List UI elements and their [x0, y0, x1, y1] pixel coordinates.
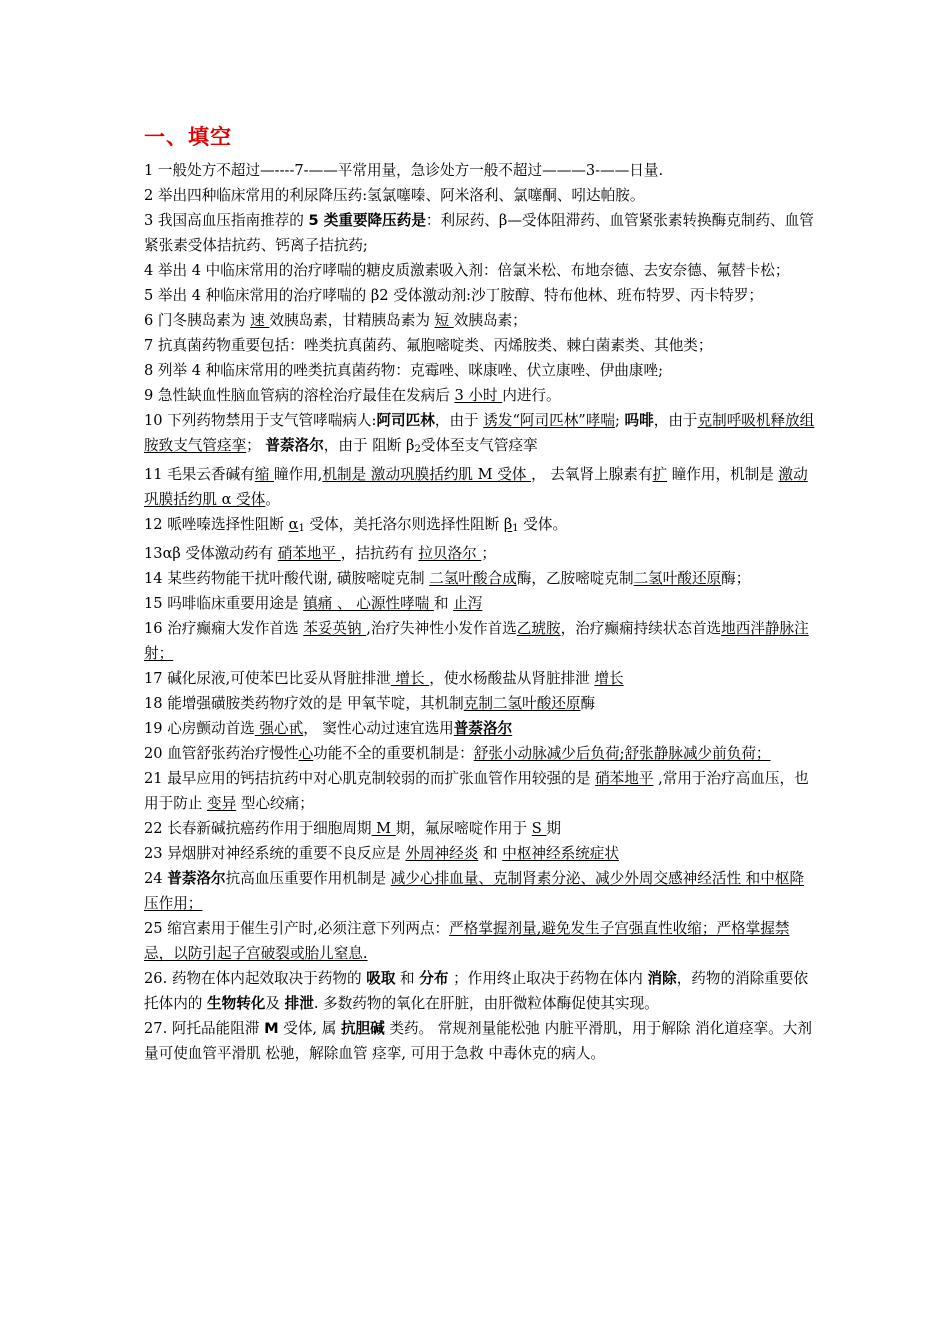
question-text: 期: [546, 820, 561, 837]
question-text: 期，氟尿嘧啶作用于: [395, 820, 532, 837]
question-item: [144, 666, 816, 691]
question-text: ；作用终止取决于药物在体内: [448, 970, 648, 987]
question-item: [144, 258, 816, 283]
question-text: 12 哌唑嗪选择性阻断: [144, 516, 289, 533]
bold-term: 生物转化: [207, 995, 266, 1012]
question-text: 及: [265, 995, 285, 1012]
question-item: [144, 691, 816, 716]
answer-underlined: 缩: [254, 466, 275, 483]
question-item: [144, 591, 816, 616]
question-text: ;: [614, 412, 625, 429]
answer-underlined: 短: [434, 312, 454, 329]
question-item: [144, 766, 816, 816]
question-text: ；: [481, 545, 496, 562]
answer-underlined: 激动巩膜括约肌 α 受体: [144, 466, 808, 508]
question-text: 4 举出 4 中临床常用的治疗哮喘的糖皮质激素吸入剂：倍氯米松、布地奈德、去安奈德、氟替卡松；: [144, 262, 790, 279]
answer-underlined: 增长: [594, 670, 624, 687]
question-text: 和: [433, 595, 454, 612]
answer-underlined: 强心甙: [254, 720, 304, 737]
question-text: 1 一般处方不超过—----7-——平常用量，急诊处方一般不超过———3-——日量.: [144, 162, 664, 179]
question-text: 19 心房颤动首选: [144, 720, 255, 737]
question-item: [144, 816, 816, 841]
question-item: [144, 158, 816, 183]
bold-term: 吗啡: [624, 412, 654, 429]
question-item: [144, 462, 816, 512]
answer-underlined: 拉贝洛尔: [418, 545, 482, 562]
question-text: 5 举出 4 种临床常用的治疗哮喘的 β2 受体激动剂:沙丁胺醇、特布他林、班布特罗、丙卡特罗；: [144, 287, 763, 304]
answer-bold-underlined: 普萘洛尔: [453, 720, 513, 737]
question-text: 抗高血压重要作用机制是: [225, 870, 391, 887]
answer-underlined: 二氢叶酸合成: [429, 570, 517, 587]
bold-term: 消除: [647, 970, 677, 987]
question-text: 14 某些药物能干扰叶酸代谢, 磺胺嘧啶克制: [144, 570, 430, 587]
question-text: 16 治疗癫痫大发作首选: [144, 620, 304, 637]
answer-underlined: 增长: [390, 670, 430, 687]
question-text: . 多数药物的氧化在肝脏，由肝微粒体酶促使其实现。: [313, 995, 659, 1012]
question-item: [144, 741, 816, 766]
question-list: [144, 158, 816, 1066]
question-text: ；: [246, 437, 266, 454]
answer-underlined: 外周神经炎: [405, 845, 479, 862]
question-text: ，由于 阻断 β: [323, 437, 415, 454]
bold-term: M: [264, 1020, 279, 1037]
question-item: [144, 283, 816, 308]
question-item: [144, 841, 816, 866]
question-text: ， 去氧肾上腺素有: [531, 466, 653, 483]
bold-term: 5 类重要降压药是: [308, 212, 426, 229]
answer-underlined: 镇痛 、 心源性哮喘: [303, 595, 434, 612]
bold-term: 阿司匹林: [376, 412, 435, 429]
answer-underlined: 地西泮静脉注射；: [144, 620, 809, 662]
question-text: ，由于: [653, 412, 698, 429]
question-text: 22 长春新碱抗癌药作用于细胞周期: [144, 820, 372, 837]
question-text: ，拮抗药有: [340, 545, 419, 562]
answer-underlined: S: [531, 820, 547, 837]
bold-term: 普萘洛尔: [167, 870, 226, 887]
question-item: [144, 1016, 816, 1066]
question-text: 23 异烟肼对神经系统的重要不良反应是: [144, 845, 406, 862]
answer-underlined: β: [503, 516, 513, 533]
subscript: 1: [298, 523, 305, 534]
answer-underlined: 诱发“阿司匹林”哮喘: [483, 412, 615, 429]
answer-underlined: 中枢神经系统症状: [502, 845, 619, 862]
question-item: [144, 541, 816, 566]
question-item: [144, 566, 816, 591]
answer-underlined: 克制二氢叶酸还原: [463, 695, 581, 712]
question-text: ，使水杨酸盐从肾脏排泄: [429, 670, 595, 687]
bold-term: 吸取: [366, 970, 396, 987]
question-text: 7 抗真菌药物重要包括：唑类抗真菌药、氟胞嘧啶类、丙烯胺类、棘白菌素类、其他类；: [144, 337, 713, 354]
question-text: 功能不全的重要机制是：: [313, 745, 474, 762]
answer-underlined: 3 小时: [454, 387, 503, 404]
answer-underlined: 硝苯地平: [595, 770, 654, 787]
question-item: [144, 208, 816, 258]
question-item: [144, 716, 816, 741]
question-text: 效胰岛素；: [453, 312, 527, 329]
question-item: [144, 866, 816, 916]
question-text: ：利尿药、β—受体阻滞药、血管紧张素转换酶克制药、血管紧张素受体拮抗药、钙离子拮抗药;: [144, 212, 814, 254]
question-text: 17 碱化尿液,可使苯巴比妥从肾脏排泄: [144, 670, 391, 687]
answer-underlined: 舒张小动脉减少后负荷;舒张静脉减少前负荷；: [473, 745, 771, 762]
question-text: 受体，美托洛尔则选择性阻断: [304, 516, 504, 533]
question-item: [144, 358, 816, 383]
question-text: 类药。 常规剂量能松弛 内脏平滑肌，用于解除 消化道痉挛。大剂量可使血管平滑肌 松驰，解除血管 痉挛, 可用于急救 中毒休克的病人。: [144, 1020, 812, 1062]
question-text: 效胰岛素，甘精胰岛素为: [269, 312, 435, 329]
answer-underlined: 变异: [207, 795, 237, 812]
document-page: [144, 122, 816, 1066]
question-text: 2 举出四种临床常用的利尿降压药:氢氯噻嗪、阿米洛利、氯噻酮、吲达帕胺。: [144, 187, 645, 204]
question-text: 酶: [580, 695, 596, 712]
answer-underlined: 乙琥胺: [516, 620, 561, 637]
question-item: [144, 916, 816, 966]
answer-underlined: 心: [298, 745, 314, 762]
question-item: [144, 383, 816, 408]
question-item: [144, 966, 816, 1016]
bold-term: 普萘洛尔: [265, 437, 324, 454]
question-text: 酶；: [721, 570, 751, 587]
question-text: 瞳作用，机制是: [667, 466, 779, 483]
question-item: [144, 616, 816, 666]
question-text: 和: [478, 845, 503, 862]
bold-term: 抗胆碱: [340, 1020, 385, 1037]
answer-underlined: 克制呼吸机释放组胺致支气管痉挛: [144, 412, 815, 454]
question-text: 27. 阿托品能阻滞: [144, 1020, 265, 1037]
question-text: ，由于: [434, 412, 484, 429]
question-text: 10 下列药物禁用于支气管哮喘病人:: [144, 412, 377, 429]
question-text: 型心绞痛；: [236, 795, 314, 812]
question-text: 18 能增强磺胺类药物疗效的是 甲氧苄啶，其机制: [144, 695, 464, 712]
question-text: 。: [265, 491, 280, 508]
answer-underlined: M: [371, 820, 396, 837]
question-item: [144, 183, 816, 208]
question-item: [144, 333, 816, 358]
question-text: 受体, 属: [278, 1020, 341, 1037]
question-text: 21 最早应用的钙拮抗药中对心肌克制较弱的而扩张血管作用较强的是: [144, 770, 596, 787]
answer-underlined: 机制是 激动巩膜括约肌 M 受体: [322, 466, 532, 483]
subscript: 1: [512, 523, 519, 534]
answer-underlined: 二氢叶酸还原: [633, 570, 722, 587]
question-text: 受体。: [518, 516, 568, 533]
answer-underlined: 扩: [652, 466, 668, 483]
question-item: [144, 512, 816, 541]
section-heading: 一、填空: [144, 125, 232, 149]
bold-term: 分布: [419, 970, 449, 987]
answer-underlined: 苯妥英钠: [303, 620, 367, 637]
question-text: 和: [395, 970, 420, 987]
question-text: 酶，乙胺嘧啶克制: [516, 570, 634, 587]
question-text: ， 窦性心动过速宜选用: [303, 720, 454, 737]
bold-term: 排泄: [284, 995, 314, 1012]
question-text: 9 急性缺血性脑血管病的溶栓治疗最佳在发病后: [144, 387, 455, 404]
question-text: 13αβ 受体激动药有: [144, 545, 278, 562]
answer-underlined: α: [288, 516, 299, 533]
question-text: 26. 药物在体内起效取决于药物的: [144, 970, 367, 987]
question-text: 24: [144, 870, 168, 887]
question-text: 6 门冬胰岛素为: [144, 312, 251, 329]
answer-underlined: 减少心排血量、克制肾素分泌、减少外周交感神经活性 和中枢降压作用；: [144, 870, 805, 912]
question-text: 受体至支气管痉挛: [420, 437, 538, 454]
question-text: 25 缩宫素用于催生引产时,必须注意下列两点：: [144, 920, 450, 937]
question-text: 20 血管舒张药治疗慢性: [144, 745, 299, 762]
question-text: ,常用于治疗高血压，也用于防止: [144, 770, 809, 812]
question-text: ,治疗失神性小发作首选: [366, 620, 517, 637]
subscript: 2: [414, 444, 421, 455]
answer-underlined: 硝苯地平: [277, 545, 341, 562]
question-text: 内进行。: [502, 387, 561, 404]
question-text: ，治疗癫痫持续状态首选: [560, 620, 722, 637]
question-text: 3 我国高血压指南推荐的: [144, 212, 309, 229]
question-item: [144, 408, 816, 462]
answer-underlined: 严格掌握剂量,避免发生子宫强直性收缩；严格掌握禁忌，以防引起子宫破裂或胎儿窒息.: [144, 920, 790, 962]
answer-underlined: 止泻: [453, 595, 483, 612]
answer-underlined: 速: [250, 312, 270, 329]
question-text: ，药物的消除重要依托体内的: [144, 970, 809, 1012]
question-item: [144, 308, 816, 333]
question-text: 瞳作用,: [274, 466, 323, 483]
question-text: 11 毛果云香碱有: [144, 466, 255, 483]
question-text: 15 吗啡临床重要用途是: [144, 595, 304, 612]
question-text: 8 列举 4 种临床常用的唑类抗真菌药物：克霉唑、咪康唑、伏立康唑、伊曲康唑;: [144, 362, 664, 379]
